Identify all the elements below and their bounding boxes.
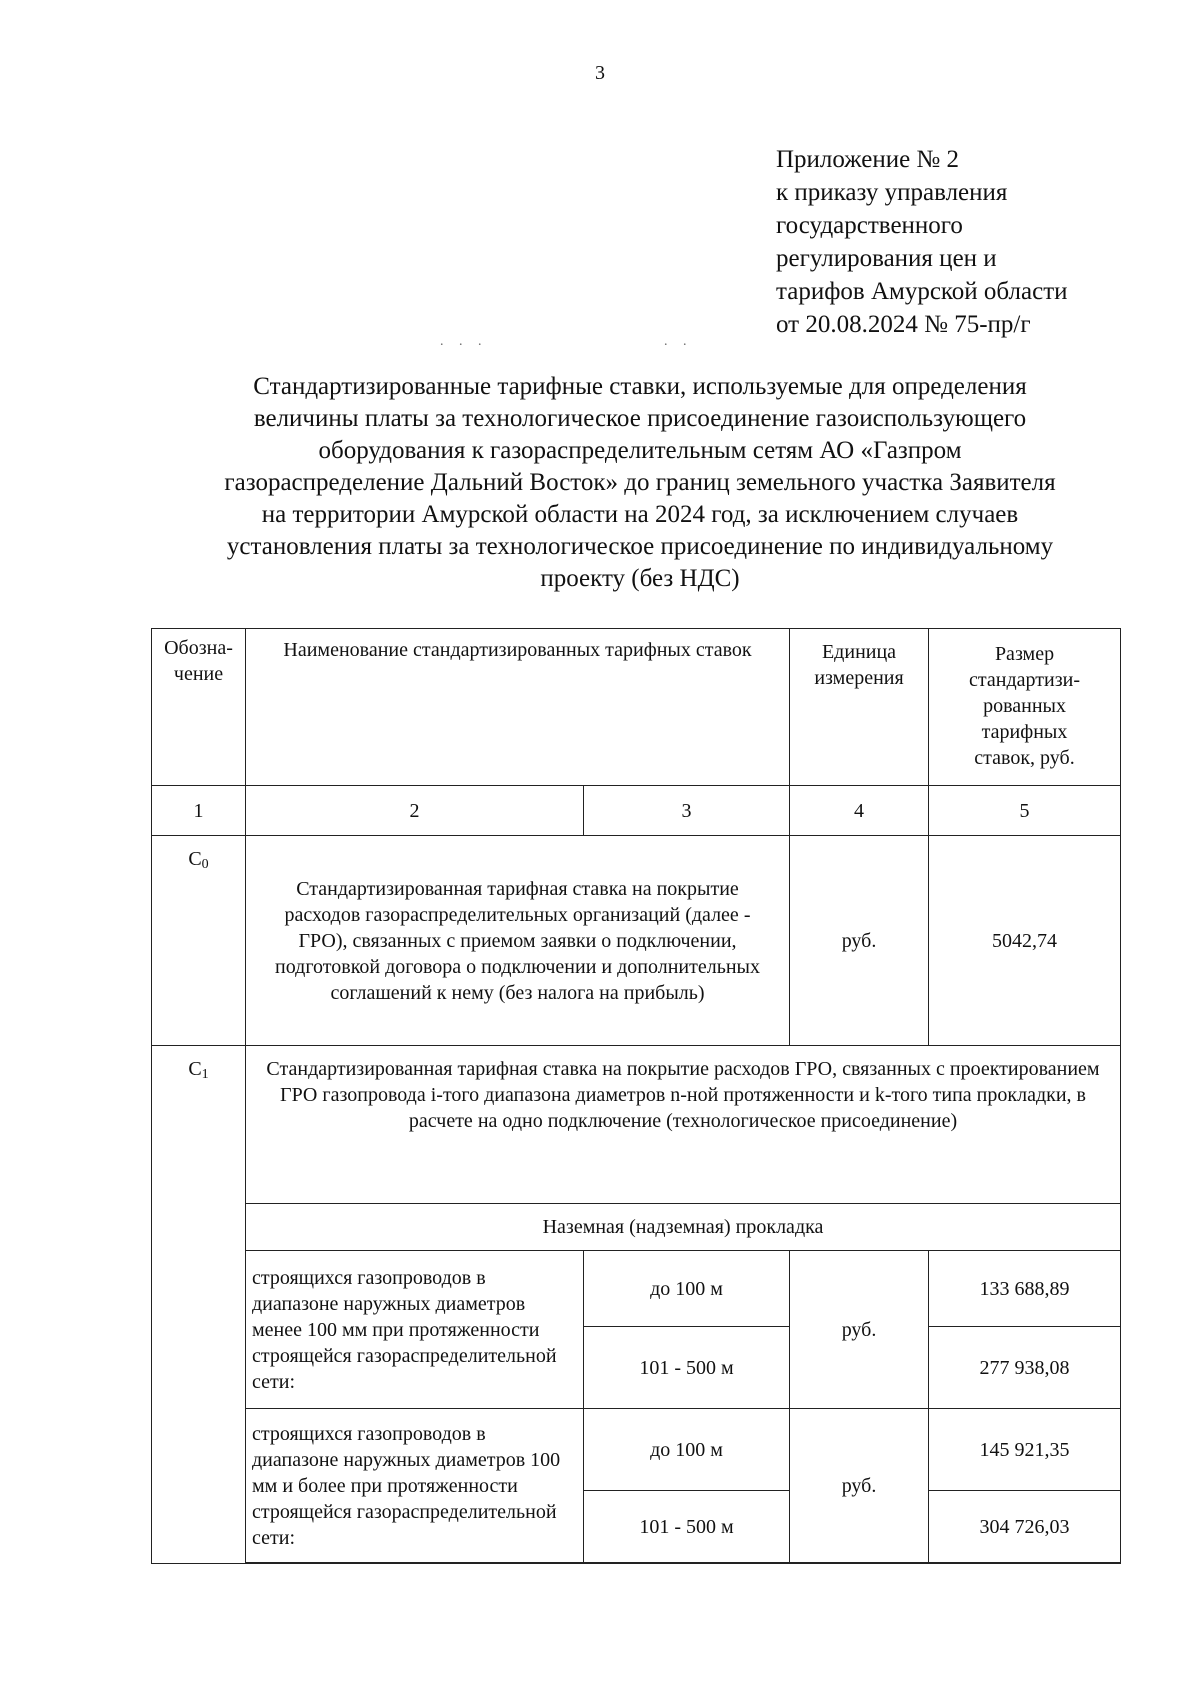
appendix-line: тарифов Амурской области — [776, 278, 1068, 305]
length-range: до 100 м — [584, 1409, 790, 1491]
description-c1: Стандартизированная тарифная ставка на покрытие расходов ГРО, связанных с проектированием ГРО газопровода i-того диапазона диаметров n-ной протяженности и k-того типа прокладки, в расчете на одно подключение (технологическое присоединение) — [246, 1046, 1121, 1204]
appendix-line: от 20.08.2024 № 75-пр/г — [776, 311, 1031, 338]
group-description: строящихся газопроводов в диапазоне наружных диаметров 100 мм и более при протяженности строящейся газораспределительной сети: — [246, 1409, 584, 1563]
appendix-line: регулирования цен и — [776, 245, 997, 272]
title-line: проекту (без НДС) — [540, 565, 740, 592]
scan-artifact: . . — [664, 334, 693, 349]
document-title — [150, 371, 1130, 595]
appendix-line: Приложение № 2 — [776, 146, 960, 173]
appendix-line: к приказу управления — [776, 179, 1008, 206]
title-line: установления платы за технологическое присоединение по индивидуальному — [226, 533, 1054, 560]
laying-type-row — [152, 1204, 1121, 1251]
group-unit: руб. — [790, 1409, 929, 1563]
rate-value: 304 726,03 — [929, 1491, 1121, 1563]
header-designation: Обозна- чение — [152, 629, 246, 786]
header-name: Наименование стандартизированных тарифных ставок — [246, 629, 790, 786]
title-line: на территории Амурской области на 2024 год, за исключением случаев — [261, 501, 1019, 528]
title-line: Стандартизированные тарифные ставки, используемые для определения — [253, 373, 1027, 400]
description-c0: Стандартизированная тарифная ставка на покрытие расходов газораспределительных организаций (далее - ГРО), связанных с приемом заявки о подключении, подготовкой договора о подключении и дополнительных соглашений к нему (без налога на прибыль) — [246, 836, 790, 1046]
table-row — [152, 1409, 1121, 1491]
title-line: оборудования к газораспределительным сетям АО «Газпром — [318, 437, 962, 464]
designation-c0: $C_0$ — [152, 836, 246, 1046]
group-unit: руб. — [790, 1251, 929, 1409]
rate-value: 277 938,08 — [929, 1327, 1121, 1409]
designation-c1: $C_1$ — [152, 1046, 246, 1564]
page-number: 3 — [595, 62, 605, 84]
column-number: 1 — [152, 786, 246, 836]
length-range: 101 - 500 м — [584, 1327, 790, 1409]
length-range: 101 - 500 м — [584, 1491, 790, 1563]
unit-c0: руб. — [790, 836, 929, 1046]
group-description: строящихся газопроводов в диапазоне наружных диаметров менее 100 мм при протяженности строящейся газораспределительной сети: — [246, 1251, 584, 1409]
column-number: 3 — [584, 786, 790, 836]
table-bottom-spacer — [152, 1563, 1121, 1564]
header-unit: Единица измерения — [790, 629, 929, 786]
appendix-line: государственного — [776, 212, 963, 239]
tariff-table — [151, 628, 1121, 1564]
column-number: 5 — [929, 786, 1121, 836]
table-row-c0 — [152, 836, 1121, 1046]
table-row — [152, 1251, 1121, 1327]
rate-value: 145 921,35 — [929, 1409, 1121, 1491]
column-number: 2 — [246, 786, 584, 836]
scan-artifact: . . . — [440, 334, 488, 349]
title-line: газораспределение Дальний Восток» до границ земельного участка Заявителя — [224, 469, 1056, 496]
column-number: 4 — [790, 786, 929, 836]
table-row-c1 — [152, 1046, 1121, 1204]
header-size: Размер стандартизи- рованных тарифных ставок, руб. — [929, 629, 1121, 786]
title-line: величины платы за технологическое присоединение газоиспользующего — [253, 405, 1027, 432]
value-c0: 5042,74 — [929, 836, 1121, 1046]
rate-value: 133 688,89 — [929, 1251, 1121, 1327]
column-numbers-row — [152, 786, 1121, 836]
appendix-block — [776, 143, 1176, 341]
table-header-row — [152, 629, 1121, 786]
laying-type: Наземная (надземная) прокладка — [246, 1204, 1121, 1251]
length-range: до 100 м — [584, 1251, 790, 1327]
